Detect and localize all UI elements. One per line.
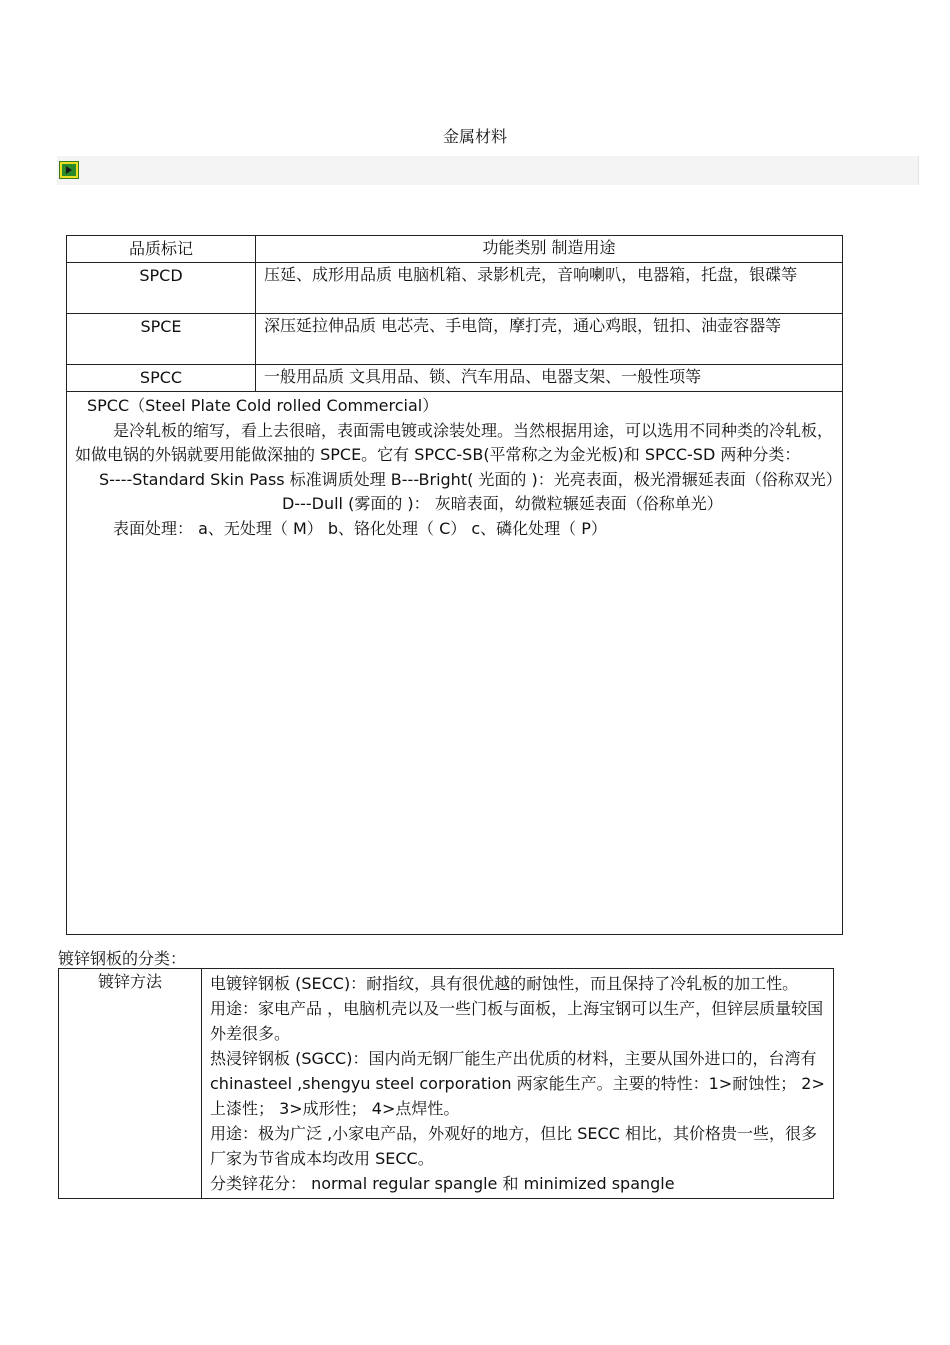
note-line: D---Dull (雾面的 )： 灰暗表面，幼微粒辗延表面（俗称单光） bbox=[282, 494, 723, 513]
page-title: 金属材料 bbox=[442, 127, 507, 146]
description-paragraph: 用途：极为广泛 ,小家电产品，外观好的地方，但比 SECC 相比，其价格贵一些，很多厂家为节省成本均改用 SECC。 bbox=[210, 1124, 817, 1168]
document-icon[interactable] bbox=[59, 161, 79, 179]
galvanized-steel-table bbox=[58, 968, 834, 1199]
note-line: S----Standard Skin Pass 标准调质处理 B---Bright( 光面的 )：光亮表面，极光滑辗延表面（俗称双光） bbox=[99, 469, 842, 489]
table-header-row bbox=[67, 236, 843, 263]
description-paragraph: 热浸锌钢板 (SGCC)：国内尚无钢厂能生产出优质的材料，主要从国外进口的，台湾有 chinasteel ,shengyu steel corporation 两家能生产。主要的特性：1>耐蚀性； 2>上漆性； 3>成形性； 4>点焊性。 bbox=[210, 1049, 825, 1118]
method-label: 镀锌方法 bbox=[59, 969, 202, 1199]
description-paragraph: 电镀锌钢板 (SECC)：耐指纹，具有很优越的耐蚀性，而且保持了冷轧板的加工性。 bbox=[210, 974, 799, 993]
note-line: SPCC（Steel Plate Cold rolled Commercial） bbox=[87, 396, 439, 415]
grade-usage: 深压延拉伸品质 电芯壳、手电筒，摩打壳，通心鸡眼，钮扣、油壶容器等 bbox=[256, 314, 843, 365]
table-row bbox=[67, 263, 843, 314]
method-description bbox=[202, 969, 834, 1199]
description-paragraph: 用途：家电产品 ，电脑机壳以及一些门板与面板，上海宝钢可以生产，但锌层质量较国外差很多。 bbox=[210, 999, 824, 1043]
table-row bbox=[59, 969, 834, 1199]
grade-mark: SPCE bbox=[67, 314, 256, 365]
section-heading: 镀锌钢板的分类： bbox=[58, 949, 187, 968]
description-paragraph: 分类锌花分： normal regular spangle 和 minimized spangle bbox=[210, 1174, 675, 1193]
header-function-usage: 功能类别 制造用途 bbox=[256, 236, 843, 263]
note-line: 是冷轧板的缩写，看上去很暗，表面需电镀或涂装处理。当然根据用途，可以选用不同种类的冷轧板，如做电锅的外锅就要用能做深抽的 SPCE。它有 SPCC-SB(平常称之为金光板)和 SPCC-SD 两种分类： bbox=[75, 420, 834, 464]
table-row bbox=[67, 365, 843, 392]
spcc-notes bbox=[67, 392, 843, 935]
steel-grade-table bbox=[66, 235, 843, 935]
embedded-object-bar bbox=[57, 156, 919, 185]
table-row bbox=[67, 314, 843, 365]
note-line: 表面处理： a、无处理（ M） b、铬化处理（ C） c、磷化处理（ P） bbox=[113, 518, 607, 538]
grade-usage: 压延、成形用品质 电脑机箱、录影机壳，音响喇叭，电器箱，托盘，银碟等 bbox=[256, 263, 843, 314]
grade-usage: 一般用品质 文具用品、锁、汽车用品、电器支架、一般性项等 bbox=[256, 365, 843, 392]
grade-mark: SPCC bbox=[67, 365, 256, 392]
grade-mark: SPCD bbox=[67, 263, 256, 314]
notes-row bbox=[67, 392, 843, 935]
header-quality-mark: 品质标记 bbox=[67, 236, 256, 263]
